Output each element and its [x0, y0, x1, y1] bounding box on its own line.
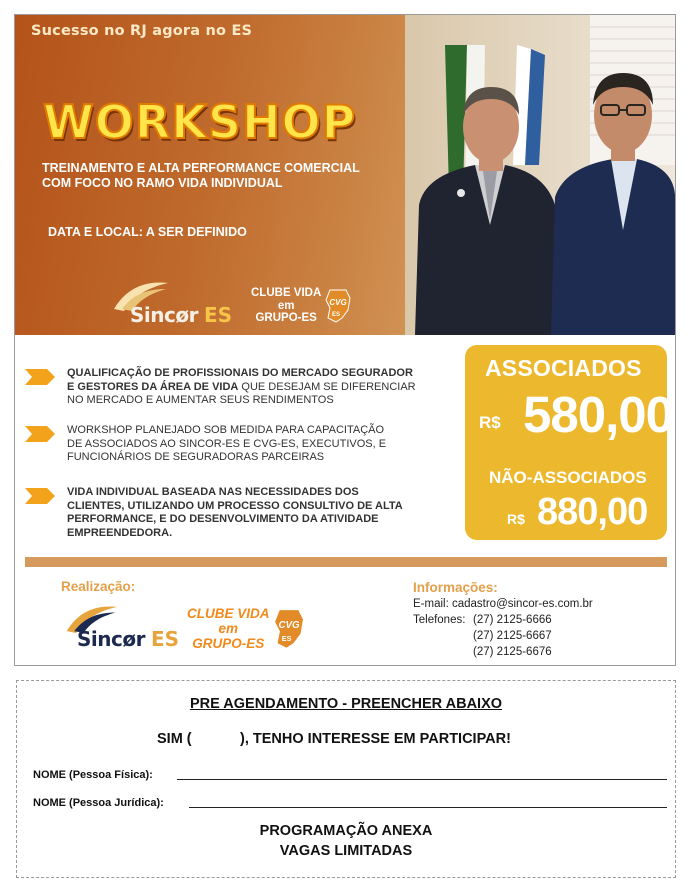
bullet-1-bold: QUALIFICAÇÃO DE PROFISSIONAIS DO MERCADO SEGURADOR E GESTORES DA ÁREA DE VIDA — [67, 367, 413, 393]
clube-line-3-footer: GRUPO-ES — [192, 635, 265, 651]
clube-line-2-footer: em — [218, 620, 239, 636]
bullet-3-bold: VIDA INDIVIDUAL BASEADA NAS NECESSIDADES DOS CLIENTES, UTILIZANDO UM PROCESSO CONSULTIVO DE ALTA PERFORMANCE, E DO DESENVOLVIMENTO DA ATIVIDADE EMPREENDEDORA. — [67, 486, 403, 539]
subtitle-line-1: TREINAMENTO E ALTA PERFORMANCE COMERCIAL — [42, 161, 360, 175]
es-state-badge-icon — [272, 607, 306, 651]
chevron-arrow-icon — [25, 369, 55, 385]
bullet-2-normal: WORKSHOP PLANEJADO SOB MEDIDA PARA CAPACITAÇÃO DE ASSOCIADOS AO SINCOR-ES E CVG-ES, EXECUTIVOS, E FUNCIONÁRIOS DE SEGURADORAS PARCEIRAS — [67, 424, 387, 463]
badge-es-text-footer: ES — [281, 634, 291, 644]
associados-currency: R$ — [479, 413, 501, 432]
price-box — [465, 345, 673, 540]
sincor-es-mark-footer: ES — [151, 627, 180, 651]
phone-1: (27) 2125-6666 — [473, 614, 552, 626]
nome-pf-field[interactable] — [177, 779, 667, 780]
nome-pj-label: NOME (Pessoa Jurídica): — [33, 797, 164, 809]
sim-checkbox[interactable] — [200, 729, 236, 749]
clube-vida-text-footer — [187, 607, 270, 652]
nao-associados-label: NÃO-ASSOCIADOS — [489, 468, 647, 487]
associados-price: 580,00 — [523, 386, 673, 443]
clube-line-1-footer: CLUBE VIDA — [187, 606, 270, 621]
bullet-text-3 — [67, 486, 403, 540]
clube-line-2: em — [277, 299, 295, 312]
clube-line-3: GRUPO-ES — [255, 312, 317, 325]
hero-banner — [15, 15, 675, 335]
clube-line-1: CLUBE VIDA — [251, 287, 322, 299]
sincor-logo-hero — [110, 279, 240, 329]
bullet-1-normal: QUE DESEJAM SE DIFERENCIAR NO MERCADO E AUMENTAR SEUS RENDIMENTOS — [67, 380, 416, 406]
bullet-text-1 — [67, 367, 416, 408]
nome-pj-field[interactable] — [189, 807, 667, 808]
flyer — [14, 14, 676, 666]
divider-bar — [25, 557, 667, 567]
workshop-title: WORKSHOP — [43, 95, 357, 149]
subtitle-line-2: COM FOCO NO RAMO VIDA INDIVIDUAL — [42, 176, 283, 190]
phone-2: (27) 2125-6667 — [473, 630, 552, 642]
bullet-item-3 — [25, 486, 403, 540]
chevron-arrow-icon — [25, 488, 55, 504]
phone-3: (27) 2125-6676 — [473, 646, 552, 658]
speakers-illustration — [405, 15, 675, 335]
subtitle — [42, 161, 422, 191]
badge-cvg-text: CVG — [329, 297, 347, 307]
sincor-es-mark: ES — [204, 303, 233, 327]
sim-label: SIM ( — [157, 731, 192, 747]
telefones-label: Telefones: — [413, 614, 466, 626]
date-place: DATA E LOCAL: A SER DEFINIDO — [48, 225, 247, 239]
realizacao-label: Realização: — [61, 579, 136, 594]
clube-vida-text — [251, 287, 321, 325]
speakers-photo — [405, 15, 675, 335]
bullet-item-2 — [25, 424, 386, 465]
badge-cvg-text-footer: CVG — [278, 620, 300, 632]
sincor-logo-footer — [63, 603, 183, 653]
nome-pf-label: NOME (Pessoa Física): — [33, 769, 153, 781]
badge-es-text: ES — [332, 311, 341, 318]
vagas-text: VAGAS LIMITADAS — [279, 843, 413, 859]
interest-label: ), TENHO INTERESSE EM PARTICIPAR! — [240, 731, 511, 747]
tagline: Sucesso no RJ agora no ES — [31, 23, 253, 39]
sincor-wordmark: Sincør — [130, 303, 198, 327]
email-line: E-mail: cadastro@sincor-es.com.br — [413, 598, 593, 610]
clube-vida-logo-hero — [251, 287, 352, 325]
informacoes-label: Informações: — [413, 580, 498, 595]
clube-vida-logo-footer — [187, 607, 306, 652]
chevron-arrow-icon — [25, 426, 55, 442]
bullet-item-1 — [25, 367, 416, 408]
preregistration-form — [16, 680, 676, 878]
programacao-text: PROGRAMAÇÃO ANEXA — [259, 823, 433, 839]
nao-associados-price: 880,00 — [537, 491, 648, 533]
nao-associados-currency: R$ — [507, 511, 525, 527]
bullet-text-2 — [67, 424, 386, 465]
es-state-badge-icon — [324, 288, 352, 324]
form-title: PRE AGENDAMENTO - PREENCHER ABAIXO — [189, 696, 503, 712]
sincor-wordmark-footer: Sincør — [77, 627, 145, 651]
associados-label: ASSOCIADOS — [485, 355, 642, 381]
